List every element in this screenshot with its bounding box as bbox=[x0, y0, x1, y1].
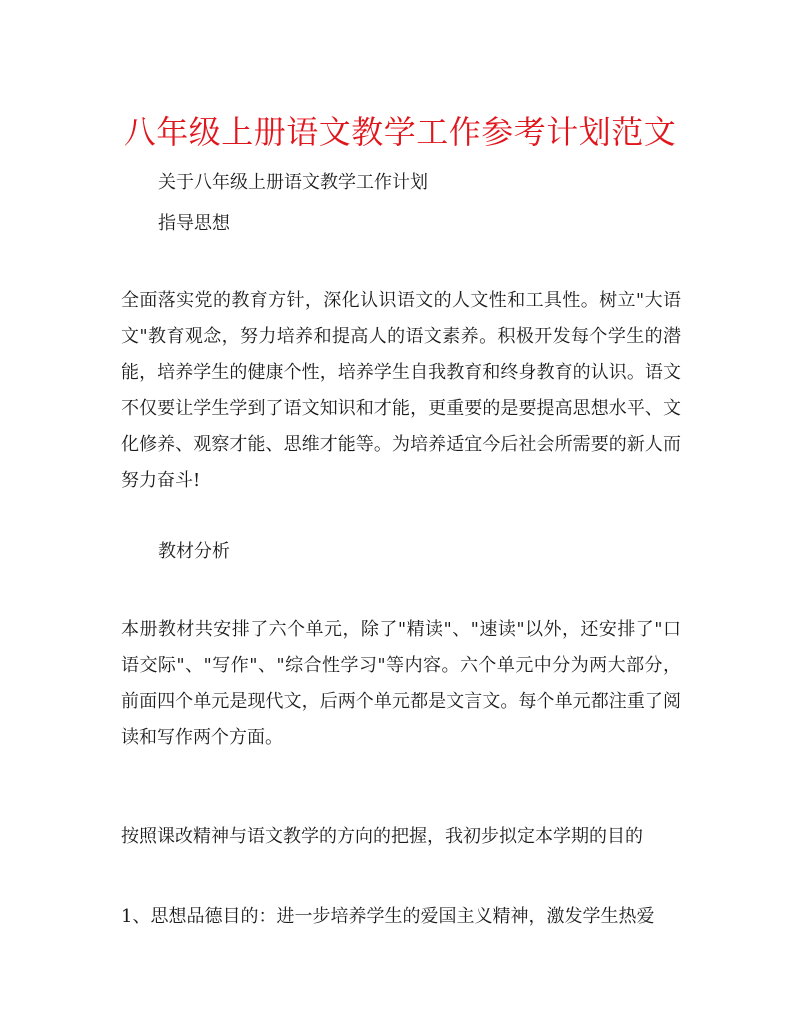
paragraph-moral-goal: 1、思想品德目的：进一步培养学生的爱国主义精神，激发学生热爱 bbox=[121, 906, 655, 927]
document-title: 八年级上册语文教学工作参考计划范文 bbox=[123, 113, 677, 151]
paragraph-semester-goals-intro: 按照课改精神与语文教学的方向的把握，我初步拟定本学期的目的 bbox=[121, 826, 643, 847]
section-heading-textbook-analysis: 教材分析 bbox=[158, 541, 230, 562]
paragraph-textbook-analysis: 本册教材共安排了六个单元，除了"精读"、"速读"以外，还安排了"口语交际"、"写作"、"综合性学习"等内容。六个单元中分为两大部分，前面四个单元是现代文，后两个单元都是文言文。每个单元都注重了阅读和写作两个方面。 bbox=[121, 619, 681, 748]
paragraph-guiding-ideology: 全面落实党的教育方针，深化认识语文的人文性和工具性。树立"大语文"教育观念，努力培养和提高人的语文素养。积极开发每个学生的潜能，培养学生的健康个性，培养学生自我教育和终身教育的认识。语文不仅要让学生学到了语文知识和才能，更重要的是要提高思想水平、文化修养、观察才能、思维才能等。为培养适宜今后社会所需要的新人而努力奋斗! bbox=[121, 290, 681, 491]
section-heading-guiding-ideology: 指导思想 bbox=[158, 213, 230, 234]
document-subtitle: 关于八年级上册语文教学工作计划 bbox=[158, 172, 428, 193]
